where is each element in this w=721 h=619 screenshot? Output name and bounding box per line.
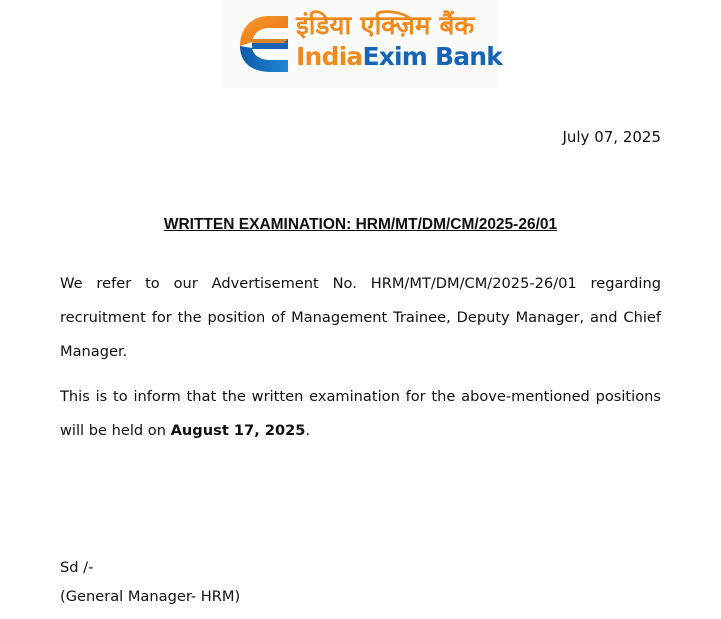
paragraph-line bbox=[60, 422, 310, 439]
signature-sd: Sd /- bbox=[60, 559, 94, 576]
paragraph-line: recruitment for the position of Management Trainee, Deputy Manager, and Chief bbox=[60, 309, 661, 326]
paragraph-line: We refer to our Advertisement No. HRM/MT/DM/CM/2025-26/01 regarding bbox=[60, 275, 661, 292]
page-title: WRITTEN EXAMINATION: HRM/MT/DM/CM/2025-26/01 bbox=[163, 216, 558, 233]
signature-block bbox=[60, 553, 240, 611]
bank-logo bbox=[222, 0, 503, 88]
paragraph-line: Manager. bbox=[60, 343, 128, 360]
logo-english-text bbox=[296, 42, 502, 71]
exam-date: August 17, 2025 bbox=[170, 422, 306, 439]
exim-e-logo-icon bbox=[234, 12, 292, 76]
paragraph-line-suffix: . bbox=[305, 422, 311, 439]
logo-english-india: India bbox=[296, 42, 363, 71]
logo-english-exim-bank: Exim Bank bbox=[362, 42, 503, 71]
logo-hindi-text: इंडिया एक्ज़िम बैंक bbox=[296, 11, 475, 41]
signature-designation: (General Manager- HRM) bbox=[60, 588, 241, 605]
paragraph-line-prefix: will be held on bbox=[60, 422, 171, 439]
paragraph-exam-info bbox=[60, 380, 661, 448]
paragraph-reference bbox=[60, 267, 661, 369]
paragraph-line: This is to inform that the written examination for the above-mentioned positions bbox=[60, 388, 661, 405]
letter-date: July 07, 2025 bbox=[562, 128, 661, 146]
